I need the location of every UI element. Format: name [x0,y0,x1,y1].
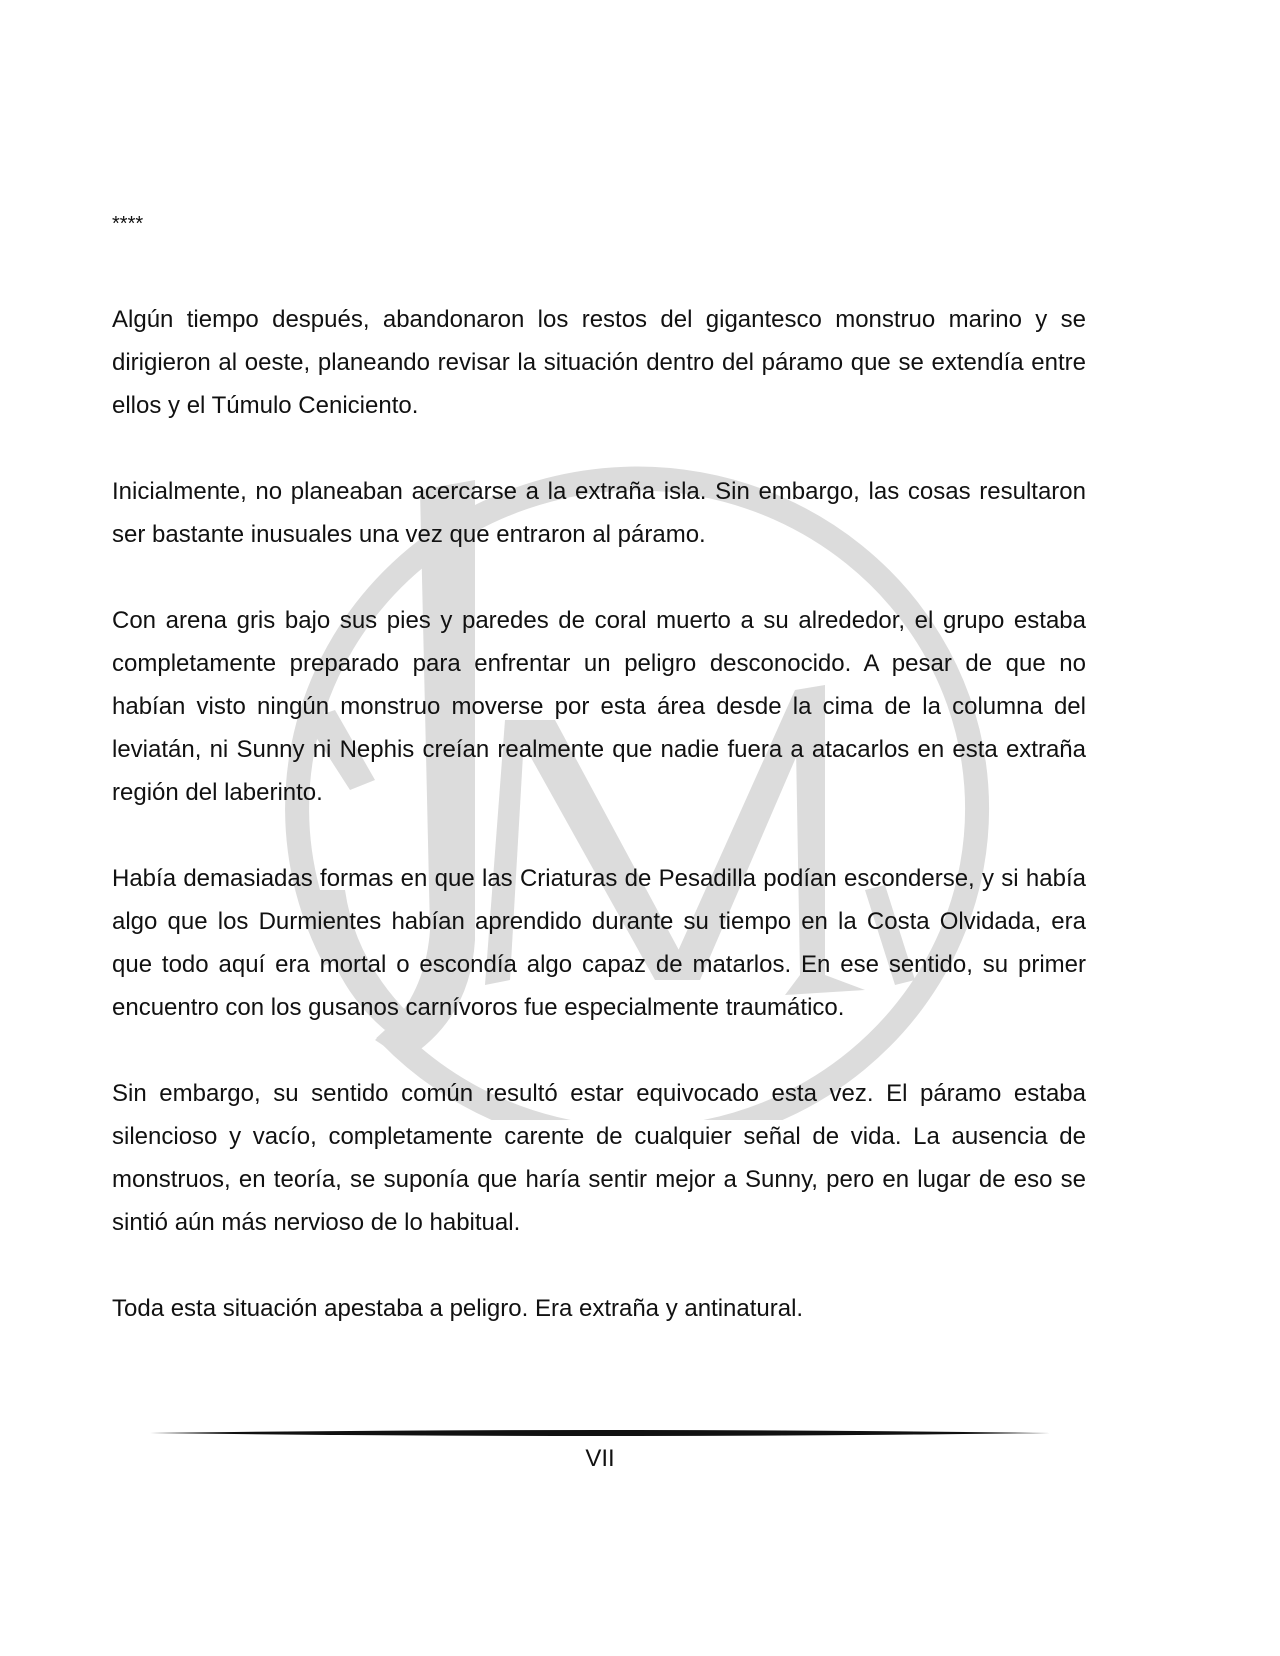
paragraph-1: Algún tiempo después, abandonaron los restos del gigantesco monstruo marino y se dirigieron al oeste, planeando revisar la situación dentro del páramo que se extendía entre ellos y el Túmulo Ceniciento. [112,306,1086,419]
paragraph-3: Con arena gris bajo sus pies y paredes de coral muerto a su alrededor, el grupo estaba completamente preparado para enfrentar un peligro desconocido. A pesar de que no habían visto ningún monstruo moverse por esta área desde la cima de la columna del leviatán, ni Sunny ni Nephis creían realmente que nadie fuera a atacarlos en esta extraña región del laberinto. [112,607,1086,806]
scene-separator: **** [112,213,144,235]
paragraph-5: Sin embargo, su sentido común resultó estar equivocado esta vez. El páramo estaba silencioso y vacío, completamente carente de cualquier señal de vida. La ausencia de monstruos, en teoría, se suponía que haría sentir mejor a Sunny, pero en lugar de eso se sintió aún más nervioso de lo habitual. [112,1080,1086,1236]
page-body [112,212,1086,1373]
paragraph-6: Toda esta situación apestaba a peligro. Era extraña y antinatural. [112,1295,804,1322]
footer-divider [150,1428,1050,1438]
paragraph-4: Había demasiadas formas en que las Criaturas de Pesadilla podían esconderse, y si había algo que los Durmientes habían aprendido durante su tiempo en la Costa Olvidada, era que todo aquí era mortal o escondía algo capaz de matarlos. En ese sentido, su primer encuentro con los gusanos carnívoros fue especialmente traumático. [112,865,1086,1021]
page-number: VII [585,1445,615,1472]
paragraph-2: Inicialmente, no planeaban acercarse a la extraña isla. Sin embargo, las cosas resultaron ser bastante inusuales una vez que entraron al páramo. [112,478,1086,548]
